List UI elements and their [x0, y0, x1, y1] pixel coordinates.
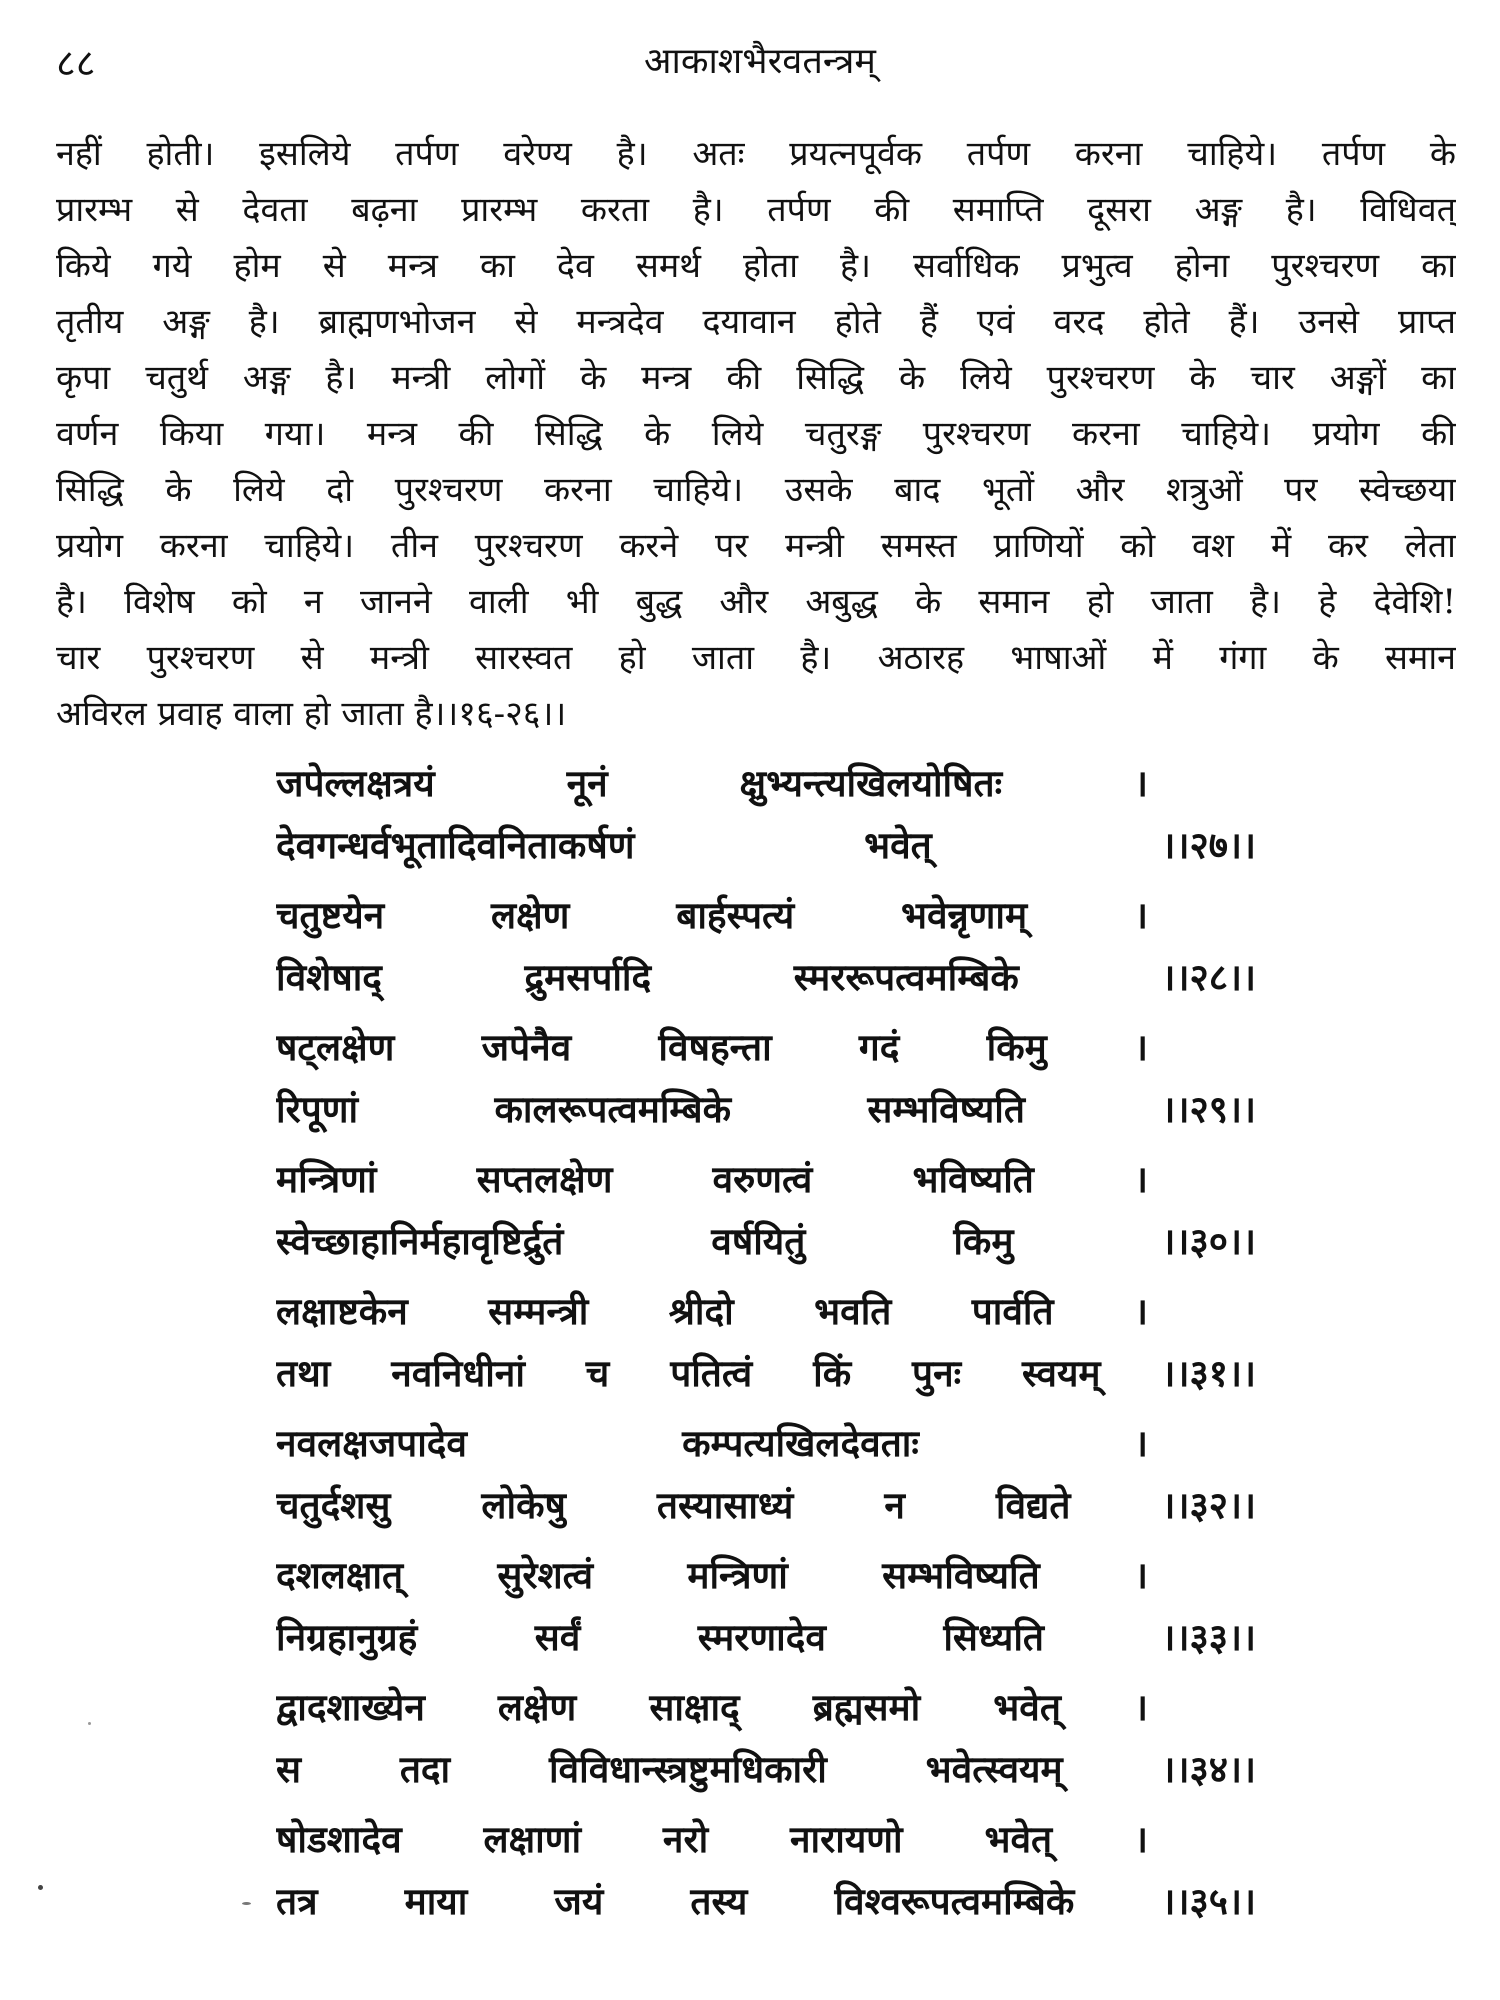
hindi-commentary	[56, 126, 1456, 742]
verse-34	[276, 1676, 1256, 1800]
verse-line-second-half: विशेषाद् द्रुमसर्पादि स्मररूपत्वमम्बिके ।।२८।।	[276, 955, 1256, 999]
verse-line-second-half: निग्रहानुग्रहं सर्वं स्मरणादेव सिध्यति ।।३३।।	[276, 1615, 1256, 1659]
verse-line-first-half: चतुष्टयेन लक्षेण बार्हस्पत्यं भवेन्नृणाम् ।	[276, 893, 1148, 937]
verse-27	[276, 752, 1256, 876]
verse-line-first-half: लक्षाष्टकेन सम्मन्त्री श्रीदो भवति पार्वति ।	[276, 1289, 1148, 1333]
verse-28	[276, 884, 1256, 1008]
commentary-line: सिद्धि के लिये दो पुरश्चरण करना चाहिये। उसके बाद भूतों और शत्रुओं पर स्वेच्छया	[56, 470, 1456, 510]
verse-line-first-half: नवलक्षजपादेव कम्पत्यखिलदेवताः ।	[276, 1421, 1148, 1465]
verse-line-second-half: तथा नवनिधीनां च पतित्वं किं पुनः स्वयम् ।।३१।।	[276, 1351, 1256, 1395]
running-title: आकाशभैरवतन्त्रम्	[644, 41, 876, 82]
verse-line-second-half: रिपूणां कालरूपत्वमम्बिके सम्भविष्यति ।।२९।।	[276, 1087, 1256, 1131]
verse-35	[276, 1808, 1256, 1932]
scan-speck	[38, 1885, 43, 1890]
verse-33	[276, 1544, 1256, 1668]
page-number: ८८	[56, 41, 96, 85]
commentary-line: वर्णन किया गया। मन्त्र की सिद्धि के लिये चतुरङ्ग पुरश्चरण करना चाहिये। प्रयोग की	[56, 414, 1456, 454]
verse-32	[276, 1412, 1256, 1536]
verse-30	[276, 1148, 1256, 1272]
commentary-line: अविरल प्रवाह वाला हो जाता है।।१६-२६।।	[56, 694, 567, 734]
verse-line-second-half: स्वेच्छाहानिर्महावृष्टिर्द्रुतं वर्षयितुं किमु ।।३०।।	[276, 1219, 1256, 1263]
commentary-line: है। विशेष को न जानने वाली भी बुद्ध और अबुद्ध के समान हो जाता है। हे देवेशि!	[56, 582, 1456, 622]
verse-line-first-half: मन्त्रिणां सप्तलक्षेण वरुणत्वं भविष्यति ।	[276, 1157, 1148, 1201]
commentary-line: चार पुरश्चरण से मन्त्री सारस्वत हो जाता है। अठारह भाषाओं में गंगा के समान	[56, 638, 1456, 678]
verse-line-second-half: देवगन्धर्वभूतादिवनिताकर्षणं भवेत् ।।२७।।	[276, 823, 1256, 867]
commentary-line: नहीं होती। इसलिये तर्पण वरेण्य है। अतः प्रयत्नपूर्वक तर्पण करना चाहिये। तर्पण के	[56, 134, 1456, 174]
verse-31	[276, 1280, 1256, 1404]
verse-line-first-half: षट्लक्षेण जपेनैव विषहन्ता गदं किमु ।	[276, 1025, 1148, 1069]
commentary-line: कृपा चतुर्थ अङ्ग है। मन्त्री लोगों के मन्त्र की सिद्धि के लिये पुरश्चरण के चार अङ्गों का	[56, 358, 1456, 398]
commentary-line: किये गये होम से मन्त्र का देव समर्थ होता है। सर्वाधिक प्रभुत्व होना पुरश्चरण का	[56, 246, 1456, 286]
verse-line-second-half: तत्र माया जयं तस्य विश्वरूपत्वमम्बिके ।।३५।।	[276, 1879, 1256, 1923]
commentary-line: प्रारम्भ से देवता बढ़ना प्रारम्भ करता है। तर्पण की समाप्ति दूसरा अङ्ग है। विधिवत्	[56, 190, 1456, 230]
commentary-line: तृतीय अङ्ग है। ब्राह्मणभोजन से मन्त्रदेव दयावान होते हैं एवं वरद होते हैं। उनसे प्राप्त	[56, 302, 1456, 342]
verse-line-second-half: चतुर्दशसु लोकेषु तस्यासाध्यं न विद्यते ।।३२।।	[276, 1483, 1256, 1527]
scan-speck	[242, 1902, 251, 1905]
verse-line-second-half: स तदा विविधान्स्त्रष्टुमधिकारी भवेत्स्वयम् ।।३४।।	[276, 1747, 1256, 1791]
verse-line-first-half: द्वादशाख्येन लक्षेण साक्षाद् ब्रह्मसमो भवेत् ।	[276, 1685, 1148, 1729]
verse-29	[276, 1016, 1256, 1140]
verse-line-first-half: दशलक्षात् सुरेशत्वं मन्त्रिणां सम्भविष्यति ।	[276, 1553, 1148, 1597]
commentary-line: प्रयोग करना चाहिये। तीन पुरश्चरण करने पर मन्त्री समस्त प्राणियों को वश में कर लेता	[56, 526, 1456, 566]
scan-speck	[88, 1722, 91, 1725]
verse-line-first-half: जपेल्लक्षत्रयं नूनं क्षुभ्यन्त्यखिलयोषितः ।	[276, 761, 1148, 805]
sanskrit-verses	[276, 752, 1256, 1940]
verse-line-first-half: षोडशादेव लक्षाणां नरो नारायणो भवेत् ।	[276, 1817, 1148, 1861]
